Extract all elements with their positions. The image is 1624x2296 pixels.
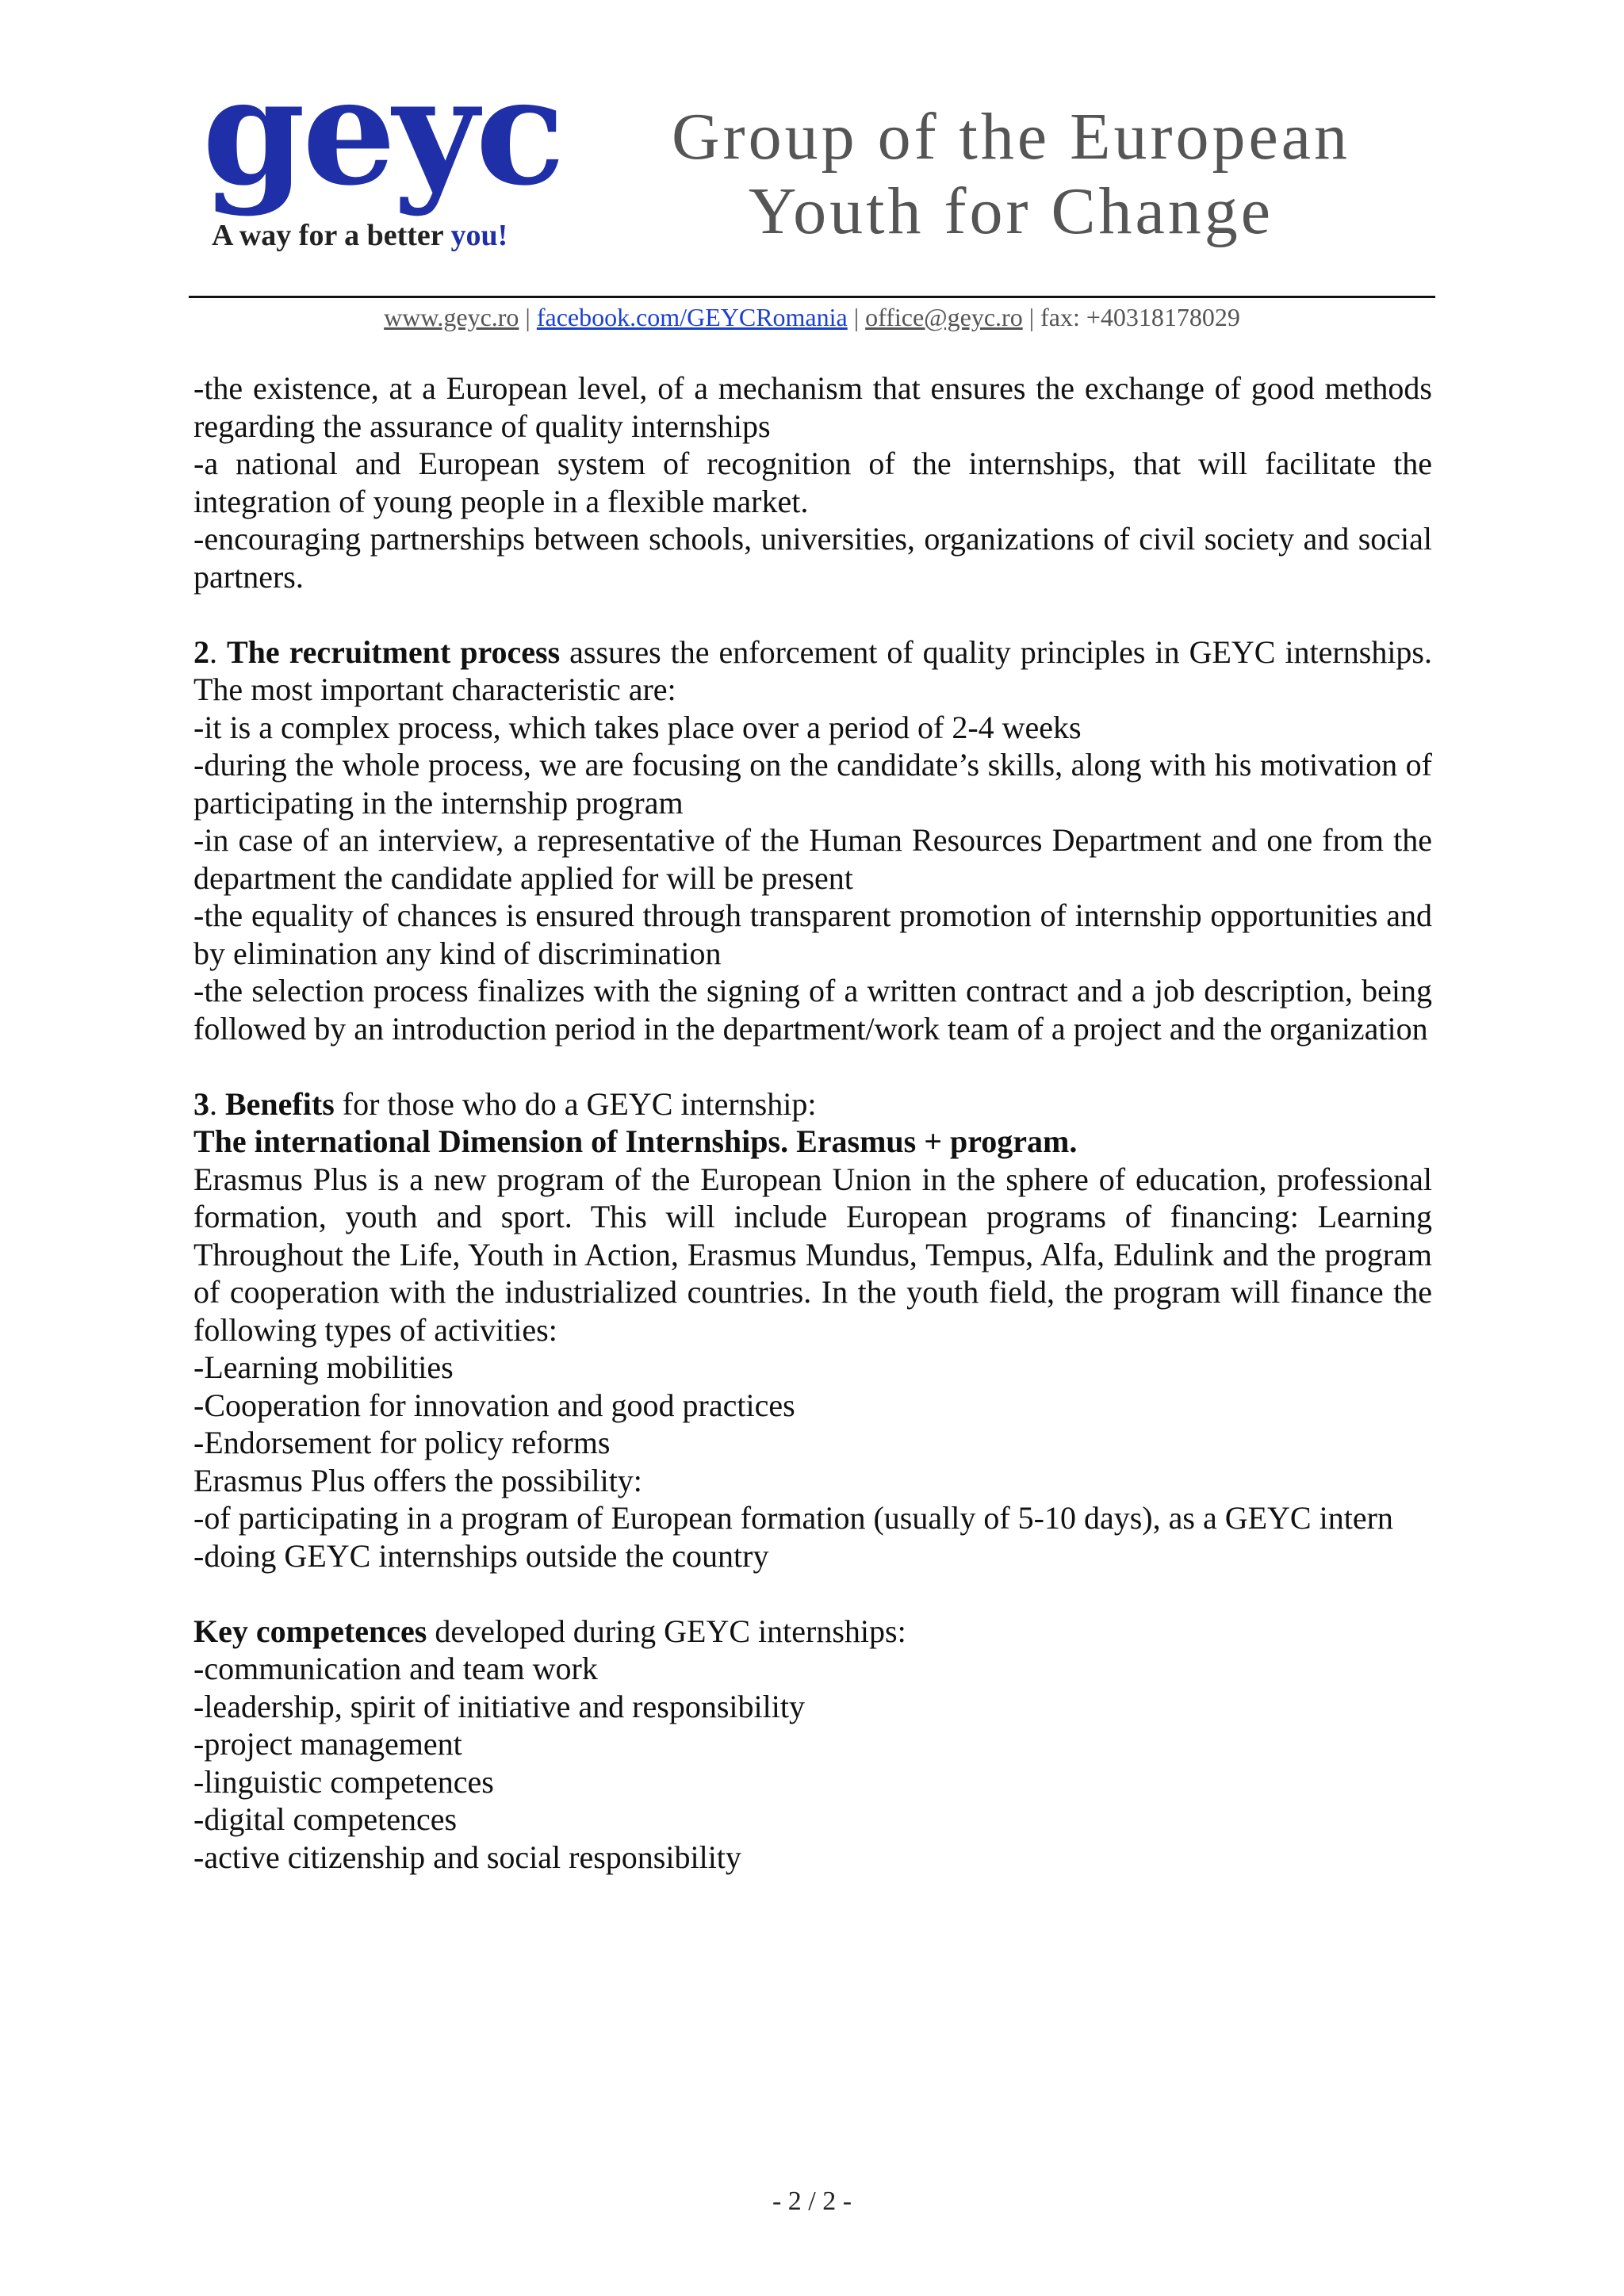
list-item: -the selection process finalizes with the signing of a written contract and a job description, being followed by an introduction period in the department/work team of a project and the organization	[193, 973, 1432, 1047]
list-item: -project management	[193, 1726, 462, 1762]
geyc-logo	[202, 44, 562, 262]
website-link[interactable]: www.geyc.ro	[384, 303, 519, 331]
section-number: 3	[193, 1085, 209, 1122]
facebook-link[interactable]: facebook.com/GEYCRomania	[536, 303, 848, 331]
competences-intro	[193, 1613, 1432, 1651]
contact-line	[189, 300, 1435, 335]
list-item: -the equality of chances is ensured through transparent promotion of internship opportunities and by elimination any kind of discrimination	[193, 897, 1432, 971]
title-line-2: Youth for Change	[748, 174, 1274, 248]
contact-separator: |	[519, 303, 537, 331]
competences-intro-text: developed during GEYC internships:	[427, 1613, 906, 1649]
list-item: -it is a complex process, which takes place over a period of 2-4 weeks	[193, 709, 1082, 745]
list-item: -digital competences	[193, 1801, 458, 1837]
section-3-intro: 3. Benefits for those who do a GEYC internship:	[193, 1085, 817, 1122]
organization-title	[603, 100, 1419, 249]
section-intro-text: for those who do a GEYC internship:	[334, 1085, 817, 1122]
competences-heading: Key competences	[193, 1613, 427, 1649]
email-link[interactable]: office@geyc.ro	[865, 303, 1023, 331]
list-item: -a national and European system of recognition of the internships, that will facilitate the integration of young people in a flexible market.	[193, 446, 1432, 519]
list-item: -communication and team work	[193, 1651, 598, 1686]
logo-tagline-main: A way for a better	[212, 219, 451, 252]
fax-number: | fax: +40318178029	[1022, 303, 1240, 331]
title-line-1: Group of the European	[671, 100, 1351, 174]
list-item: -Learning mobilities	[193, 1349, 454, 1385]
section-subheading: The international Dimension of Internships. Erasmus + program.	[193, 1123, 1078, 1159]
document-body	[193, 369, 1432, 1876]
possibility-intro: Erasmus Plus offers the possibility:	[193, 1462, 642, 1498]
section-2-intro: 2. The recruitment process assures the enforcement of quality principles in GEYC internships. The most important characteristic are:	[193, 633, 1432, 707]
list-item: -of participating in a program of European formation (usually of 5-10 days), as a GEYC intern	[193, 1500, 1393, 1536]
header-divider	[189, 296, 1435, 298]
section-heading: The recruitment process	[226, 633, 561, 670]
list-item: -in case of an interview, a representative of the Human Resources Department and one from the department the candidate applied for will be present	[193, 822, 1432, 896]
logo-tagline-accent: you!	[450, 219, 508, 252]
list-item: -linguistic competences	[193, 1763, 494, 1800]
list-item: -Cooperation for innovation and good practices	[193, 1387, 795, 1423]
contact-separator: |	[847, 303, 866, 331]
list-item: -doing GEYC internships outside the country	[193, 1537, 769, 1574]
erasmus-paragraph: Erasmus Plus is a new program of the European Union in the sphere of education, professional formation, youth and sport. This will include European programs of financing: Learning Throughout the Life, Youth in Action, Erasmus Mundus, Tempus, Alfa, Edulink and the program of cooperation with the industrialized countries. In the youth field, the program will finance the following types of activities:	[193, 1161, 1432, 1348]
list-item: -leadership, spirit of initiative and responsibility	[193, 1688, 805, 1724]
page-number: - 2 / 2 -	[772, 2187, 852, 2216]
section-number: 2	[193, 633, 209, 670]
section-intro-text: assures the enforcement of quality principles in GEYC internships. The most important characteristic are:	[193, 633, 1432, 707]
logo-tagline	[212, 218, 508, 253]
section-heading: Benefits	[225, 1085, 335, 1122]
list-item: -active citizenship and social responsibility	[193, 1839, 741, 1875]
list-item: -Endorsement for policy reforms	[193, 1425, 611, 1460]
logo-wordmark: geyc	[202, 44, 562, 218]
list-item: -the existence, at a European level, of a mechanism that ensures the exchange of good methods regarding the assurance of quality internships	[193, 370, 1432, 444]
list-item: -during the whole process, we are focusing on the candidate’s skills, along with his motivation of participating in the internship program	[193, 747, 1432, 821]
list-item: -encouraging partnerships between schools, universities, organizations of civil society and social partners.	[193, 521, 1432, 595]
